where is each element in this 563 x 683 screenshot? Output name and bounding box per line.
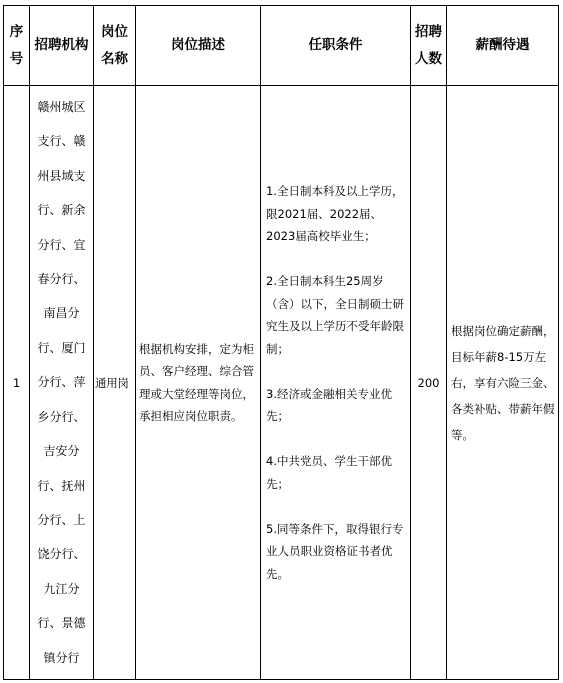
requirement-item: 4.中共党员、学生干部优先； <box>266 454 392 491</box>
header-position: 岗位 名称 <box>94 6 136 86</box>
cell-salary: 根据岗位确定薪酬，目标年薪8-15万左右，享有六险三金、各类补贴、带薪年假等。 <box>447 86 559 680</box>
requirement-item: 3.经济或金融相关专业优先； <box>266 386 392 423</box>
header-row <box>4 6 559 86</box>
table-row <box>4 86 559 680</box>
header-description: 岗位描述 <box>136 6 261 86</box>
header-salary: 薪酬待遇 <box>447 6 559 86</box>
requirement-item: 2.全日制本科生25周岁（含）以下，全日制硕士研究生及以上学历不受年龄限制； <box>266 274 404 356</box>
header-org: 招聘机构 <box>30 6 94 86</box>
cell-description: 根据机构安排，定为柜员、客户经理、综合管理或大堂经理等岗位，承担相应岗位职责。 <box>136 86 261 680</box>
header-no: 序 号 <box>4 6 30 86</box>
cell-position: 通用岗 <box>94 86 136 680</box>
requirement-item: 1.全日制本科及以上学历，限2021届、2022届、2023届高校毕业生； <box>266 184 404 243</box>
header-count: 招聘 人数 <box>411 6 447 86</box>
cell-requirements <box>261 86 411 680</box>
requirement-item: 5.同等条件下，取得银行专业人员职业资格证书者优先。 <box>266 521 404 581</box>
cell-no: 1 <box>4 86 30 680</box>
header-requirements: 任职条件 <box>261 6 411 86</box>
recruitment-table <box>3 5 559 680</box>
cell-count: 200 <box>411 86 447 680</box>
cell-org: 赣州城区支行、赣州县域支行、新余分行、宜春分行、南昌分行、厦门分行、萍乡分行、吉安分行、抚州分行、上饶分行、九江分行、景德镇分行 <box>30 86 94 680</box>
